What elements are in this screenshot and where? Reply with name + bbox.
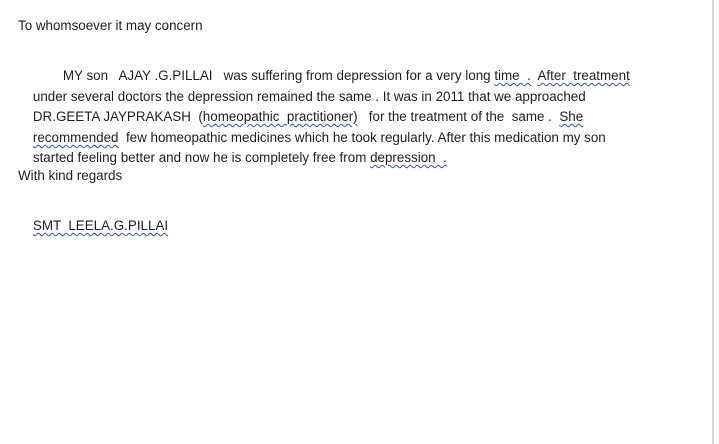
spelling-flagged-text: recommended	[32, 130, 119, 145]
text-run: DR.GEETA JAYPRAKASH (	[32, 109, 203, 124]
signature-line	[18, 202, 168, 250]
signature-name: SMT LEELA.G.PILLAI	[32, 218, 169, 233]
spelling-flagged-text: time .	[494, 68, 531, 83]
spelling-flagged-text: homeopathic practitioner)	[202, 109, 358, 124]
spelling-flagged-text: She	[559, 109, 584, 124]
text-run: MY son AJAY .G.PILLAI was suffering from depression for a very long	[62, 68, 495, 83]
salutation-line: To whomsoever it may concern	[18, 18, 203, 33]
page-edge-divider	[712, 0, 714, 444]
text-run: few homeopathic medicines which he took regularly. After this medication my son	[118, 130, 606, 145]
spelling-flagged-text: depression .	[370, 150, 447, 165]
closing-line: With kind regards	[18, 168, 123, 183]
text-run: started feeling better and now he is completely free from	[32, 150, 371, 165]
text-run: under several doctors the depression remained the same . It was in 2011 that we approached	[32, 89, 586, 104]
text-run: for the treatment of the same .	[357, 109, 560, 124]
spelling-flagged-text: After treatment	[537, 68, 630, 83]
